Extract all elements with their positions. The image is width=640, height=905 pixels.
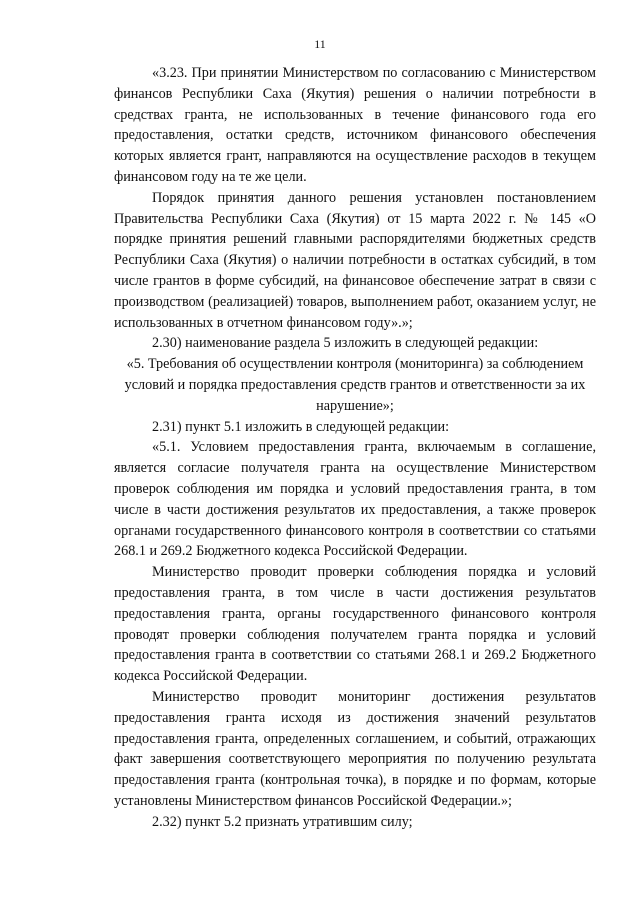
paragraph-monitoring: Министерство проводит мониторинг достижения результатов предоставления гранта исходя из достижения значений результатов предоставления гранта, определенных соглашением, и событий, отражающих факт завершения соответствующего мероприятия по получению результата предоставления гранта (контрольная точка), в порядке и по формам, которые установлены Министерством финансов Российской Федерации.»; — [114, 688, 596, 809]
paragraph-3-23: «3.23. При принятии Министерством по согласованию с Министерством финансов Республики Саха (Якутия) решения о наличии потребности в средствах гранта, не использованных в течение финансового года его предоставления, остатки средств, источником финансового обеспечения которых является грант, направляются на осуществление расходов в текущем финансовом году на те же цели. — [114, 65, 596, 185]
paragraph-decision-procedure: Порядок принятия данного решения установлен постановлением Правительства Республики Саха (Якутия) от 15 марта 2022 г. № 145 «О порядке принятия решений главными распорядителями бюджетных средств Республики Саха (Якутия) о наличии потребности в остатках субсидий, в том числе грантов в форме субсидий, на финансовое обеспечение затрат в связи с производством (реализацией) товаров, выполнением работ, оказанием услуг, не использованных в отчетном финансовом году».»; — [114, 189, 596, 331]
paragraph-2-32: 2.32) пункт 5.2 признать утратившим силу; — [152, 813, 413, 830]
paragraph-5-1: «5.1. Условием предоставления гранта, включаемым в соглашение, является согласие получателя гранта на осуществление Министерством проверок соблюдения им порядка и условий предоставления гранта, в том числе в части достижения результатов их предоставления, а также проверок органами государственного финансового контроля в соответствии со статьями 268.1 и 269.2 Бюджетного кодекса Российской Федерации. — [114, 439, 596, 560]
document-body — [114, 63, 596, 832]
page-number: 11 — [314, 37, 326, 51]
paragraph-2-30: 2.30) наименование раздела 5 изложить в следующей редакции: — [152, 335, 539, 352]
paragraph-2-31: 2.31) пункт 5.1 изложить в следующей редакции: — [152, 418, 450, 435]
paragraph-inspections: Министерство проводит проверки соблюдения порядка и условий предоставления гранта, в том числе в части достижения результатов предоставления гранта, органы государственного финансового контроля проводят проверки соблюдения получателем гранта порядка и условий предоставления гранта в соответствии со статьями 268.1 и 269.2 Бюджетного кодекса Российской Федерации. — [114, 564, 596, 685]
section-5-heading: «5. Требования об осуществлении контроля (мониторинга) за соблюдением условий и порядка предоставления средств грантов и ответственности за их нарушение»; — [124, 356, 586, 414]
